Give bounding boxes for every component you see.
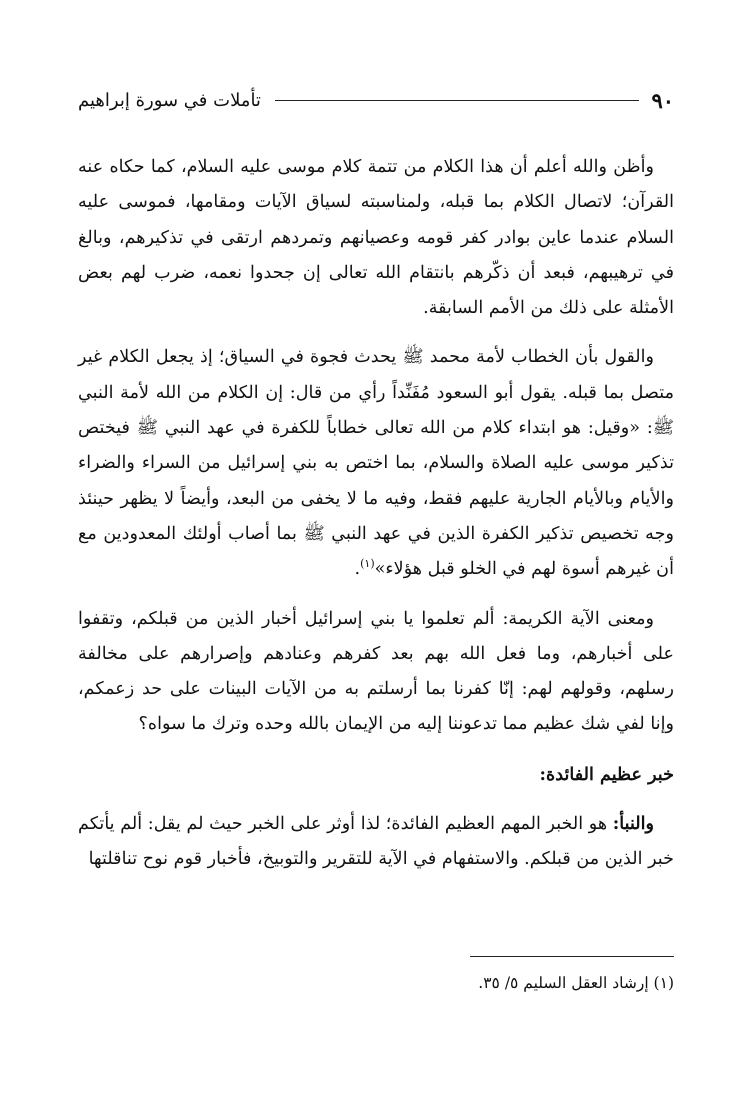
- paragraph-1: وأظن والله أعلم أن هذا الكلام من تتمة كلام موسى عليه السلام، كما حكاه عنه القرآن؛ لاتصال الكلام بما قبله، ولمناسبته لسياق الآيات ومقامها، فموسى عليه السلام عندما عاين بوادر كفر قومه وعصيانهم وتمردهم ارتقى في تذكيرهم، وبالغ في ترهيبهم، فبعد أن ذكّرهم بانتقام الله تعالى إن جحدوا نعمه، ضرب لهم بعض الأمثلة على ذلك من الأمم السابقة.: [78, 157, 674, 319]
- paragraph-3: ومعنى الآية الكريمة: ألم تعلموا يا بني إسرائيل أخبار الذين من قبلكم، وتقفوا على أخبارهم، وما فعل الله بهم بعد كفرهم وعنادهم وإصرارهم على مخالفة رسلهم، وقولهم لهم: إنّا كفرنا بما أرسلتم به من الآيات البينات على حد زعمكم، وإنا لفي شك عظيم مما تدعوننا إليه من الإيمان بالله وحده وترك ما سواه؟: [78, 608, 674, 735]
- paragraph-4-text: هو الخبر المهم العظيم الفائدة؛ لذا أوثر على الخبر حيث لم يقل: ألم يأتكم خبر الذين من قبلكم. والاستفهام في الآية للتقرير والتوبيخ، فأخبار قوم نوح تناقلتها: [78, 814, 674, 870]
- page-number: ٩٠: [651, 87, 674, 113]
- footnote-reference: (١): [360, 557, 375, 571]
- paragraph-2-intro: والقول بأن الخطاب لأمة محمد ﷺ يحدث فجوة في السياق؛ إذ يجعل الكلام غير متصل بما قبله. يقول أبو السعود مُفَنِّداً رأي من قال: إن الكلام من الله لأمة النبي ﷺ:: [78, 347, 675, 439]
- footnote: (١) إرشاد العقل السليم ٥/ ٣٥.: [478, 974, 674, 992]
- header-rule: [275, 100, 639, 101]
- paragraph-4-lead: والنبأ:: [612, 813, 654, 835]
- section-heading: خبر عظيم الفائدة:: [539, 763, 674, 785]
- footnote-separator: [470, 956, 674, 957]
- quotation: «وقيل: هو ابتداء كلام من الله تعالى خطاباً للكفرة في عهد النبي ﷺ فيختص تذكير موسى عليه الصلاة والسلام، بما اختص به بني إسرائيل من السراء والضراء والأيام وبالأيام الجارية عليهم فقط، وفيه ما لا يخفى من البعد، وأيضاً لا يظهر حينئذ وجه تخصيص تذكير الكفرة الذين في عهد النبي ﷺ بما أصاب أولئك المعدودين مع أن غيرهم أسوة لهم في الخلو قبل هؤلاء»: [78, 418, 674, 580]
- page-header: [78, 80, 674, 120]
- running-title: تأملات في سورة إبراهيم: [78, 89, 261, 111]
- main-text: [78, 150, 674, 892]
- paragraph-2: والقول بأن الخطاب لأمة محمد ﷺ يحدث فجوة في السياق؛ إذ يجعل الكلام غير متصل بما قبله. يقول أبو السعود مُفَنِّداً رأي من قال: إن الكلام من الله لأمة النبي ﷺ: «وقيل: هو ابتداء كلام من الله تعالى خطاباً للكفرة في عهد النبي ﷺ فيختص تذكير موسى عليه الصلاة والسلام، بما اختص به بني إسرائيل من السراء والضراء والأيام وبالأيام الجارية عليهم فقط، وفيه ما لا يخفى من البعد، وأيضاً لا يظهر حينئذ وجه تخصيص تذكير الكفرة الذين في عهد النبي ﷺ بما أصاب أولئك المعدودين مع أن غيرهم أسوة لهم في الخلو قبل هؤلاء»$^{(١)}$.: [78, 347, 675, 580]
- paragraph-4: [78, 806, 674, 878]
